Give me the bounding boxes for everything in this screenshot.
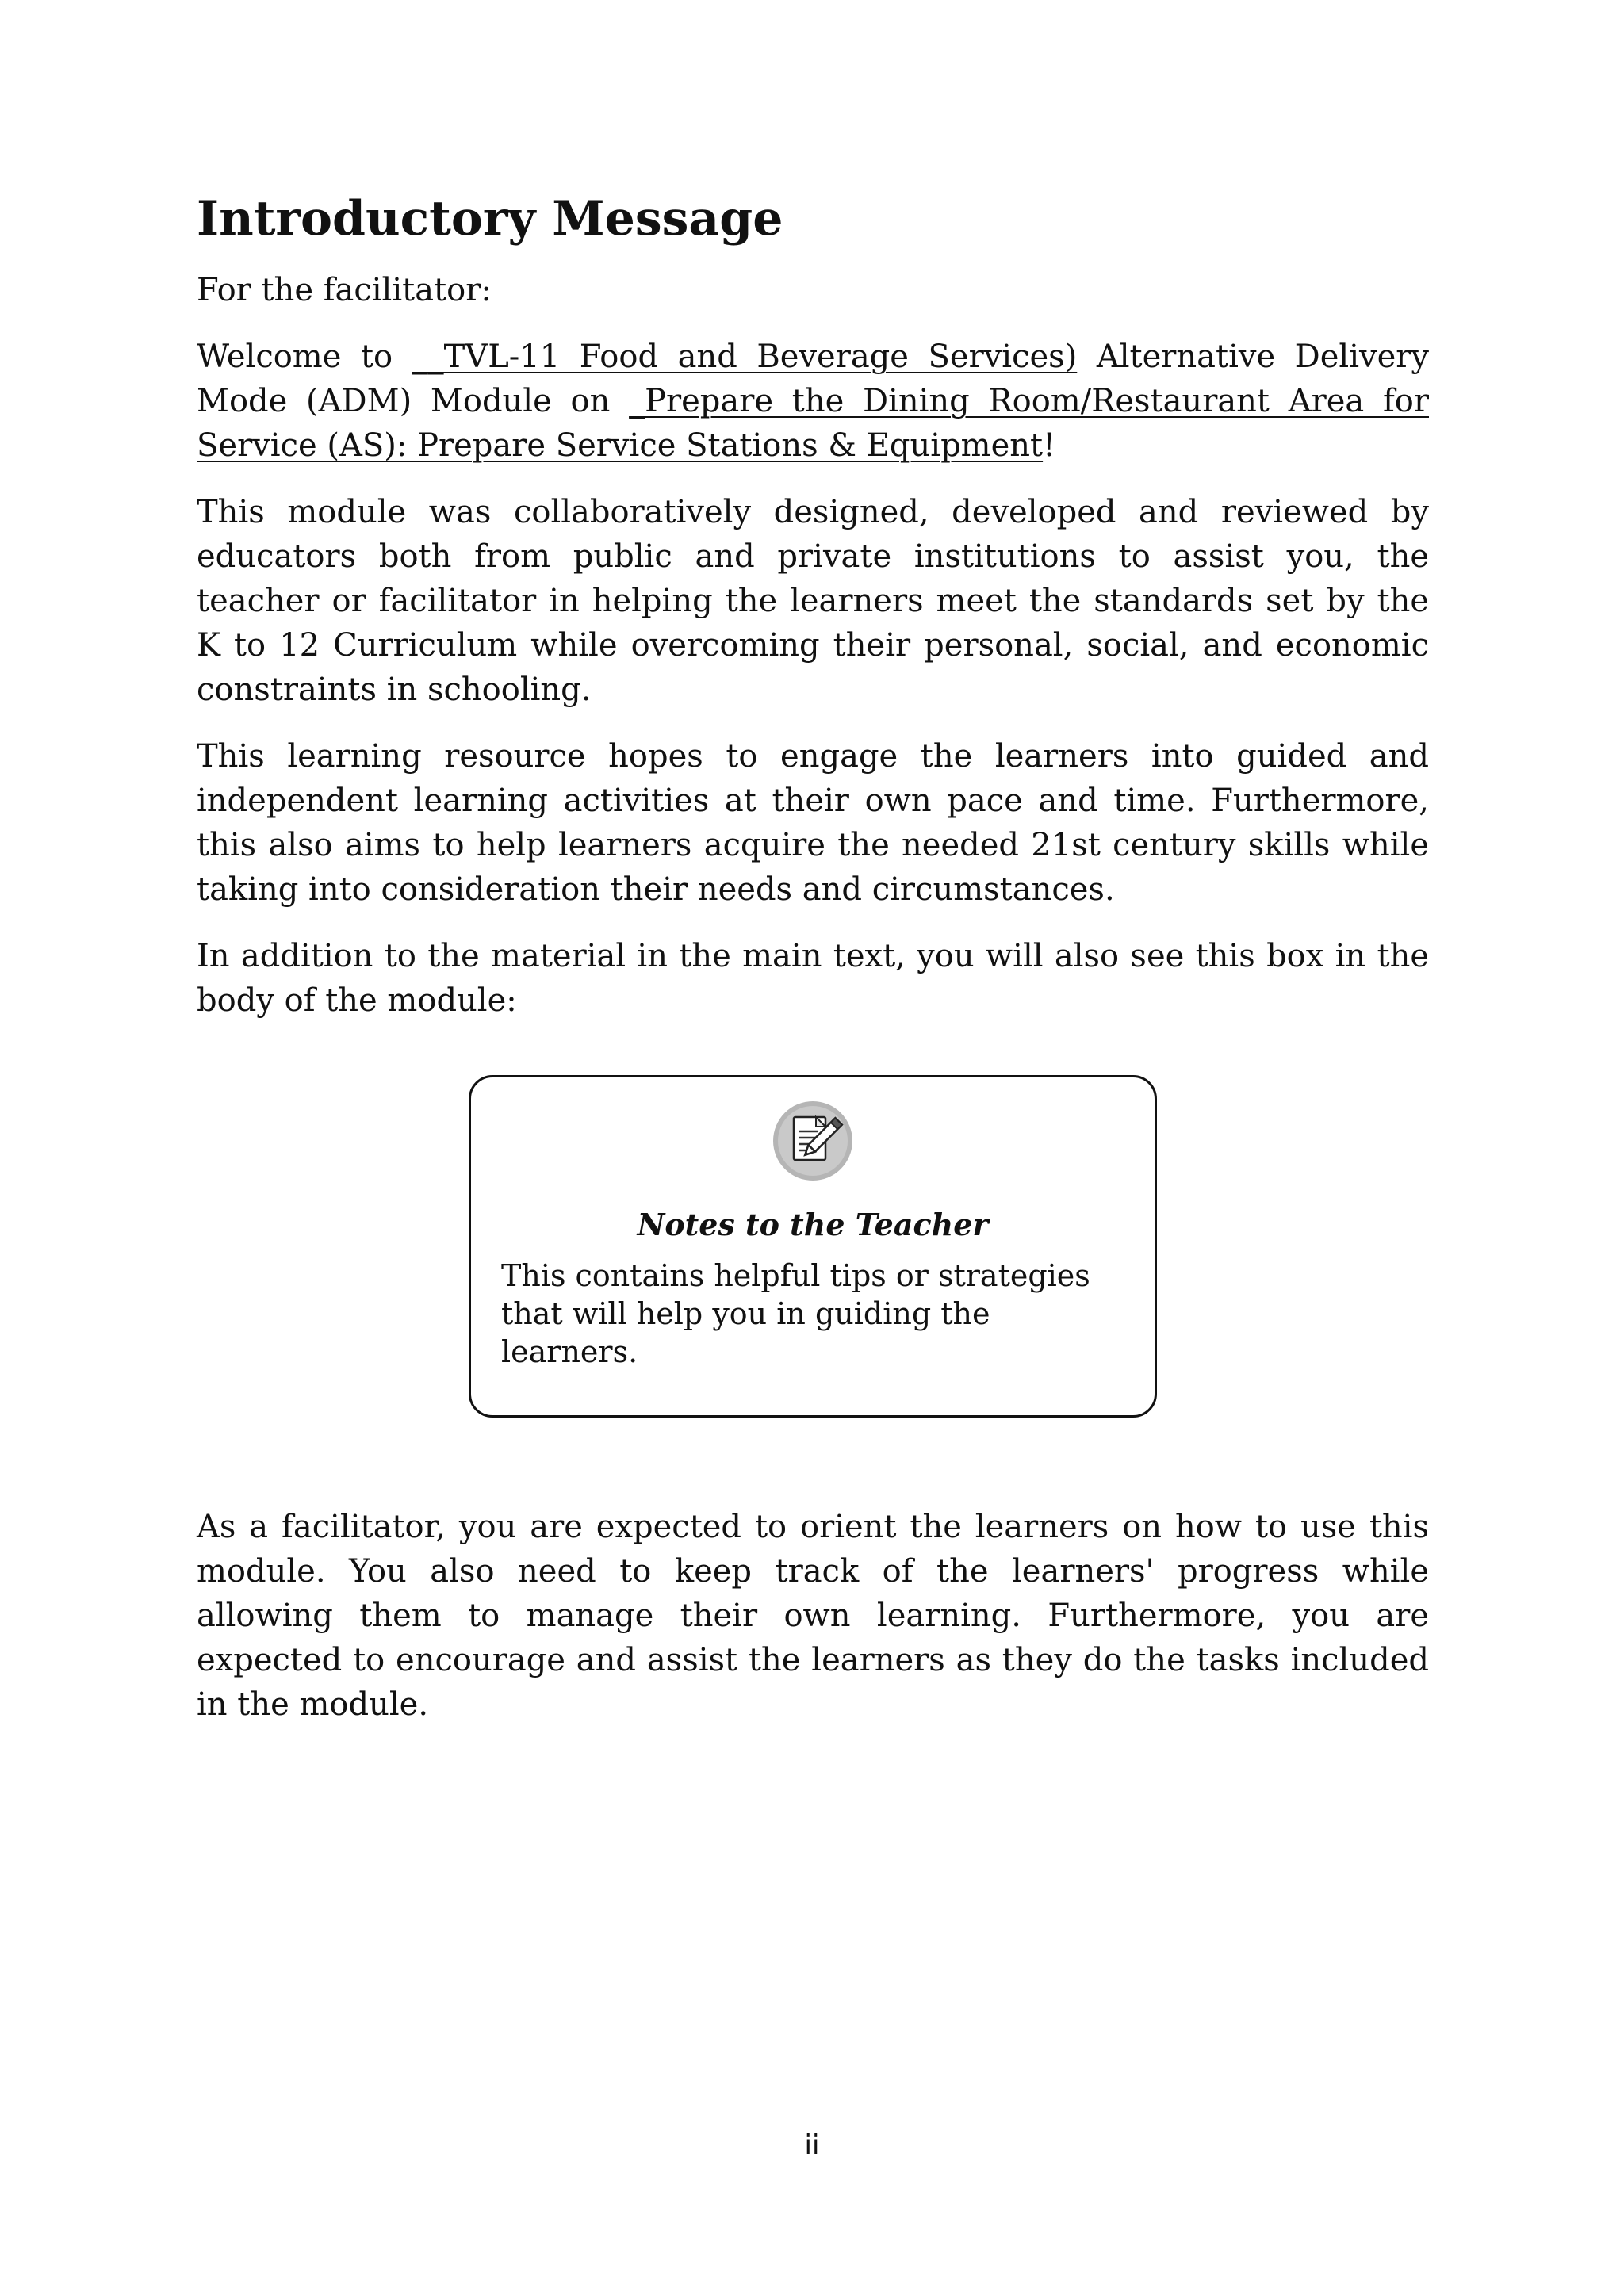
page-title: Introductory Message [197, 191, 783, 247]
paragraph-learning-resource: This learning resource hopes to engage the learners into guided and independent learning activities at their own pace and time. Furthermore, this also aims to help learners acquire the needed 21st century skills while taking into consideration their needs and circumstances. [197, 738, 1429, 908]
notes-to-teacher-title: Notes to the Teacher [637, 1207, 989, 1242]
welcome-mid: Alternative Delivery Mode (ADM) Module on [197, 339, 1429, 419]
page-number: ii [804, 2130, 820, 2161]
paragraph-facilitator-role: As a facilitator, you are expected to orient the learners on how to use this module. You also need to keep track of the learners' progress while allowing them to manage their own learning. Furthermore, you are expected to encourage and assist the learners as they do the tasks included in the module. [197, 1509, 1429, 1723]
subject-name: __TVL-11 Food and Beverage Services) [412, 339, 1078, 375]
welcome-paragraph [197, 335, 1429, 468]
module-title: _Prepare the Dining Room/Restaurant Area for Service (AS): Prepare Service Stations & Equipment [197, 383, 1429, 464]
facilitator-heading: For the facilitator: [197, 272, 492, 308]
welcome-lead: Welcome to [197, 339, 412, 375]
paragraph-collaboration: This module was collaboratively designed, developed and reviewed by educators both from public and private institutions to assist you, the teacher or facilitator in helping the learners meet the standards set by the K to 12 Curriculum while overcoming their personal, social, and economic constraints in schooling. [197, 494, 1429, 708]
paragraph-box-intro: In addition to the material in the main text, you will also see this box in the body of the module: [197, 938, 1429, 1019]
document-page [197, 190, 1429, 1749]
welcome-end: ! [1043, 427, 1056, 464]
notepad-pencil-icon [772, 1100, 854, 1182]
notes-to-teacher-box [469, 1075, 1157, 1418]
notes-to-teacher-text: This contains helpful tips or strategies that will help you in guiding the learners. [501, 1258, 1090, 1369]
